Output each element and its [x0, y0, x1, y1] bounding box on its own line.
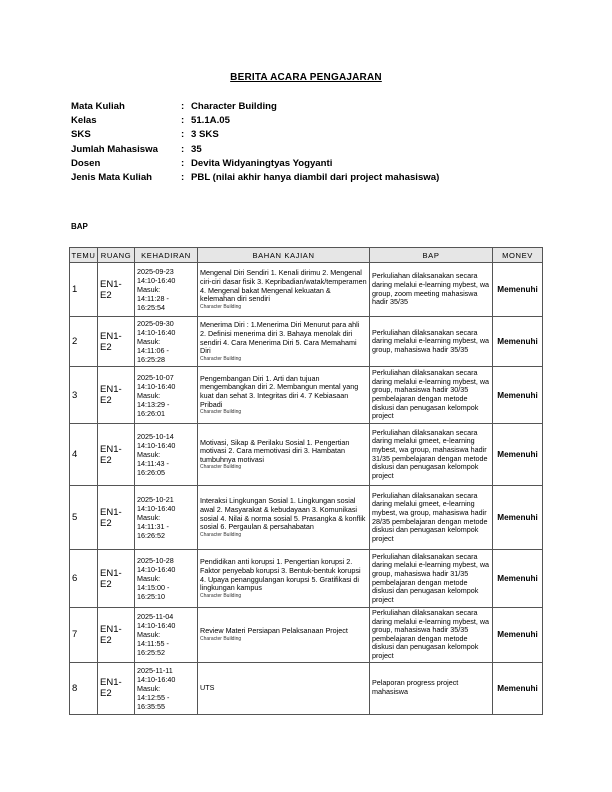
temu-number: 6 — [72, 573, 78, 584]
cell-monev — [493, 317, 543, 367]
masuk-time: 14:13:29 - 16:26:01 — [137, 399, 170, 418]
cell-temu — [70, 608, 98, 663]
header-bap: BAP — [370, 248, 493, 263]
masuk-time: 14:11:06 - 16:25:28 — [137, 346, 169, 364]
session-date: 2025-10-28 — [137, 556, 174, 565]
bahan-text: Pengembangan Diri 1. Arti dan tujuan mengembangkan diri 2. Membangun mental yang kuat dan sehat 3. Integritas diri 4. 7 Kebiasaan Pribadi — [200, 373, 359, 409]
table-row — [70, 317, 543, 367]
info-value: 3 SKS — [191, 129, 219, 141]
monev-status: Memenuhi — [497, 337, 538, 346]
bahan-subject: Character Building — [200, 592, 242, 599]
table-row — [70, 550, 543, 608]
room-code: EN1-E2 — [100, 623, 122, 646]
temu-number: 8 — [72, 682, 78, 694]
session-time: 14:10-16:40 — [137, 381, 176, 391]
bahan-subject: Character Building — [200, 464, 242, 471]
cell-temu — [70, 424, 98, 486]
masuk-label: Masuk: — [137, 450, 161, 459]
room-code: EN1-E2 — [100, 506, 122, 529]
bap-text: Perkuliahan dilaksanakan secara daring melalui e-learning mybest, wa group, mahasiswa hadir 31/35 pembelajaran dengan metode diskusi dan penugasan kelompok project — [372, 551, 490, 604]
info-row — [71, 129, 439, 143]
cell-ruang — [98, 662, 135, 714]
session-date: 2025-09-30 — [137, 319, 174, 328]
bap-text: Perkuliahan dilaksanakan secara daring melalui gmeet, e-learning mybest, wa group, mahasiswa hadir 28/35 pembelajaran dengan metode diskusi dan penugasan kelompok project — [372, 490, 488, 543]
bahan-subject: Character Building — [200, 636, 242, 643]
temu-number: 1 — [72, 284, 78, 295]
monev-status: Memenuhi — [497, 390, 538, 400]
masuk-label: Masuk: — [137, 630, 161, 640]
cell-kehadiran — [135, 317, 198, 367]
masuk-time: 14:11:31 - 16:26:52 — [137, 522, 169, 540]
bap-text: Perkuliahan dilaksanakan secara daring melalui gmeet, e-learning mybest, wa group, mahasiswa hadir 31/35 pembelajaran dengan metode diskusi dan penugasan kelompok project — [372, 427, 488, 480]
bap-table — [69, 247, 543, 715]
bahan-subject: Character Building — [200, 409, 242, 416]
bahan-text: Menerima Diri : 1.Menerima Diri Menurut para ahli 2. Definisi menerima diri 3. Bahaya menolak diri sendiri 4. Cara Menerima Diri 5. Cara Memahami Diri — [200, 320, 360, 356]
table-row — [70, 367, 543, 424]
bahan-subject: Character Building — [200, 531, 242, 538]
room-code: EN1-E2 — [100, 677, 122, 700]
bahan-text: Mengenal Diri Sendiri 1. Kenali dirimu 2. Mengenal ciri-ciri dasar fisik 3. Kepribadian/watak/temperamen 4. Mengenal bakat Mengenal kekuatan & kelemahan diri sendiri — [200, 268, 367, 304]
cell-bahan-kajian — [198, 424, 370, 486]
cell-bap — [370, 424, 493, 486]
bap-text: Perkuliahan dilaksanakan secara daring melalui e-learning mybest, wa group, mahasiswa hadir 30/35 pembelajaran dengan metode diskusi dan penugasan kelompok project — [372, 368, 490, 421]
monev-status: Memenuhi — [497, 285, 538, 294]
table-header-row — [70, 248, 543, 263]
info-row — [71, 172, 439, 186]
info-value: Character Building — [191, 101, 277, 112]
info-label: Jumlah Mahasiswa — [71, 143, 158, 155]
cell-bahan-kajian — [198, 263, 370, 317]
masuk-label: Masuk: — [137, 683, 161, 693]
info-value: 51.1A.05 — [191, 115, 230, 127]
cell-ruang — [98, 263, 135, 317]
cell-bahan-kajian — [198, 662, 370, 714]
masuk-time: 14:15:00 - 16:25:10 — [137, 583, 170, 601]
cell-kehadiran — [135, 424, 198, 486]
cell-bahan-kajian — [198, 317, 370, 367]
bahan-text: Motivasi, Sikap & Perilaku Sosial 1. Pengertian motivasi 2. Cara memotivasi diri 3. Hambatan tumbuhnya motivasi — [200, 437, 350, 464]
info-separator: : — [181, 157, 185, 169]
table-row — [70, 424, 543, 486]
cell-ruang — [98, 550, 135, 608]
info-separator: : — [181, 129, 185, 141]
temu-number: 4 — [72, 449, 78, 460]
monev-status: Memenuhi — [497, 450, 538, 459]
info-row — [71, 158, 439, 172]
table-row — [70, 662, 543, 714]
cell-ruang — [98, 367, 135, 424]
cell-kehadiran — [135, 550, 198, 608]
cell-bap — [370, 367, 493, 424]
session-date: 2025-11-11 — [137, 665, 173, 675]
cell-ruang — [98, 608, 135, 663]
session-time: 14:10-16:40 — [137, 674, 176, 684]
info-label: Dosen — [71, 157, 101, 169]
masuk-time: 14:11:28 - 16:25:54 — [137, 294, 169, 312]
room-code: EN1-E2 — [100, 567, 122, 590]
session-time: 14:10-16:40 — [137, 328, 176, 337]
bap-heading: BAP — [71, 222, 88, 231]
cell-monev — [493, 263, 543, 317]
cell-temu — [70, 550, 98, 608]
masuk-time: 14:11:43 - 16:26:05 — [137, 459, 169, 477]
session-time: 14:10-16:40 — [137, 441, 176, 450]
header-ruang: RUANG — [98, 248, 135, 263]
cell-bahan-kajian — [198, 608, 370, 663]
room-code: EN1-E2 — [100, 443, 122, 466]
document-title: BERITA ACARA PENGAJARAN — [230, 72, 382, 83]
header-monev: MONEV — [493, 248, 543, 263]
cell-temu — [70, 367, 98, 424]
info-row — [71, 144, 439, 158]
bahan-subject: Character Building — [200, 303, 242, 310]
masuk-label: Masuk: — [137, 574, 161, 583]
course-info — [71, 101, 439, 186]
session-date: 2025-10-14 — [137, 432, 174, 441]
header-bahan-kajian: BAHAN KAJIAN — [198, 248, 370, 263]
cell-temu — [70, 317, 98, 367]
cell-monev — [493, 486, 543, 550]
monev-status: Memenuhi — [497, 574, 538, 583]
cell-monev — [493, 662, 543, 714]
info-value: PBL (nilai akhir hanya diambil dari project mahasiswa) — [191, 171, 440, 183]
info-label: Kelas — [71, 115, 97, 127]
header-temu: TEMU — [70, 248, 98, 263]
session-date: 2025-11-04 — [137, 612, 174, 622]
table-row — [70, 263, 543, 317]
cell-kehadiran — [135, 662, 198, 714]
cell-monev — [493, 608, 543, 663]
cell-kehadiran — [135, 367, 198, 424]
header-kehadiran: KEHADIRAN — [135, 248, 198, 263]
cell-temu — [70, 486, 98, 550]
info-row — [71, 101, 439, 115]
cell-bap — [370, 317, 493, 367]
session-date: 2025-09-23 — [137, 267, 174, 276]
bahan-text: Pendidikan anti korupsi 1. Pengertian korupsi 2. Faktor penyebab korupsi 3. Bentuk-bentuk korupsi 4. Upaya penanggulangan korupsi 5. Gratifikasi di lingkungan kampus — [200, 557, 361, 593]
cell-temu — [70, 263, 98, 317]
bahan-text: Interaksi Lingkungan Sosial 1. Lingkungan sosial awal 2. Masyarakat & kebudayaan 3. Komunikasi sosial 4. Nilai & norma sosial 5. Prasangka & konflik sosial 6. Pergaulan & persahabatan — [200, 496, 366, 532]
cell-bap — [370, 608, 493, 663]
table-row — [70, 486, 543, 550]
info-label: Mata Kuliah — [71, 101, 125, 112]
session-time: 14:10-16:40 — [137, 621, 176, 631]
cell-kehadiran — [135, 263, 198, 317]
session-time: 14:10-16:40 — [137, 276, 176, 285]
room-code: EN1-E2 — [100, 384, 122, 406]
info-value: 35 — [191, 143, 202, 155]
monev-status: Memenuhi — [497, 513, 538, 522]
masuk-label: Masuk: — [137, 285, 161, 294]
bap-text: Perkuliahan dilaksanakan secara daring melalui e-learning mybest, wa group, mahasiswa hadir 35/35 pembelajaran dengan metode diskusi dan penugasan kelompok project — [372, 608, 490, 660]
masuk-time: 14:11:55 - 16:25:52 — [137, 639, 169, 658]
temu-number: 7 — [72, 629, 78, 641]
session-time: 14:10-16:40 — [137, 504, 176, 513]
info-label: Jenis Mata Kuliah — [71, 171, 153, 183]
cell-bap — [370, 550, 493, 608]
info-separator: : — [181, 171, 185, 183]
temu-number: 5 — [72, 512, 78, 523]
masuk-time: 14:12:55 - 16:35:55 — [137, 692, 170, 711]
info-row — [71, 115, 439, 129]
cell-bahan-kajian — [198, 367, 370, 424]
info-separator: : — [181, 143, 185, 155]
session-date: 2025-10-21 — [137, 495, 174, 504]
cell-monev — [493, 367, 543, 424]
cell-bap — [370, 486, 493, 550]
cell-temu — [70, 662, 98, 714]
masuk-label: Masuk: — [137, 390, 161, 400]
info-label: SKS — [71, 129, 91, 141]
temu-number: 3 — [72, 389, 78, 401]
bap-text: Pelaporan progress project mahasiswa — [372, 678, 459, 697]
cell-bap — [370, 662, 493, 714]
cell-kehadiran — [135, 608, 198, 663]
bahan-subject: Character Building — [200, 355, 242, 362]
cell-monev — [493, 550, 543, 608]
cell-kehadiran — [135, 486, 198, 550]
cell-monev — [493, 424, 543, 486]
cell-bahan-kajian — [198, 486, 370, 550]
room-code: EN1-E2 — [100, 330, 122, 353]
cell-ruang — [98, 317, 135, 367]
masuk-label: Masuk: — [137, 337, 161, 346]
bahan-text: Review Materi Persiapan Pelaksanaan Project — [200, 626, 348, 636]
room-code: EN1-E2 — [100, 278, 122, 301]
info-separator: : — [181, 115, 185, 127]
session-date: 2025-10-07 — [137, 372, 174, 382]
cell-ruang — [98, 424, 135, 486]
bap-text: Perkuliahan dilaksanakan secara daring melalui e-learning mybest, wa group, zoom meeting mahasiswa hadir 35/35 — [372, 271, 490, 307]
table-row — [70, 608, 543, 663]
session-time: 14:10-16:40 — [137, 565, 176, 574]
cell-bahan-kajian — [198, 550, 370, 608]
cell-bap — [370, 263, 493, 317]
monev-status: Memenuhi — [497, 683, 538, 693]
cell-ruang — [98, 486, 135, 550]
info-value: Devita Widyaningtyas Yogyanti — [191, 157, 333, 169]
masuk-label: Masuk: — [137, 513, 161, 522]
temu-number: 2 — [72, 336, 78, 347]
info-separator: : — [181, 101, 185, 112]
bahan-text: UTS — [200, 682, 215, 692]
bap-text: Perkuliahan dilaksanakan secara daring melalui e-learning mybest, wa group, mahasiswa hadir 35/35 — [372, 327, 490, 354]
monev-status: Memenuhi — [497, 630, 538, 640]
